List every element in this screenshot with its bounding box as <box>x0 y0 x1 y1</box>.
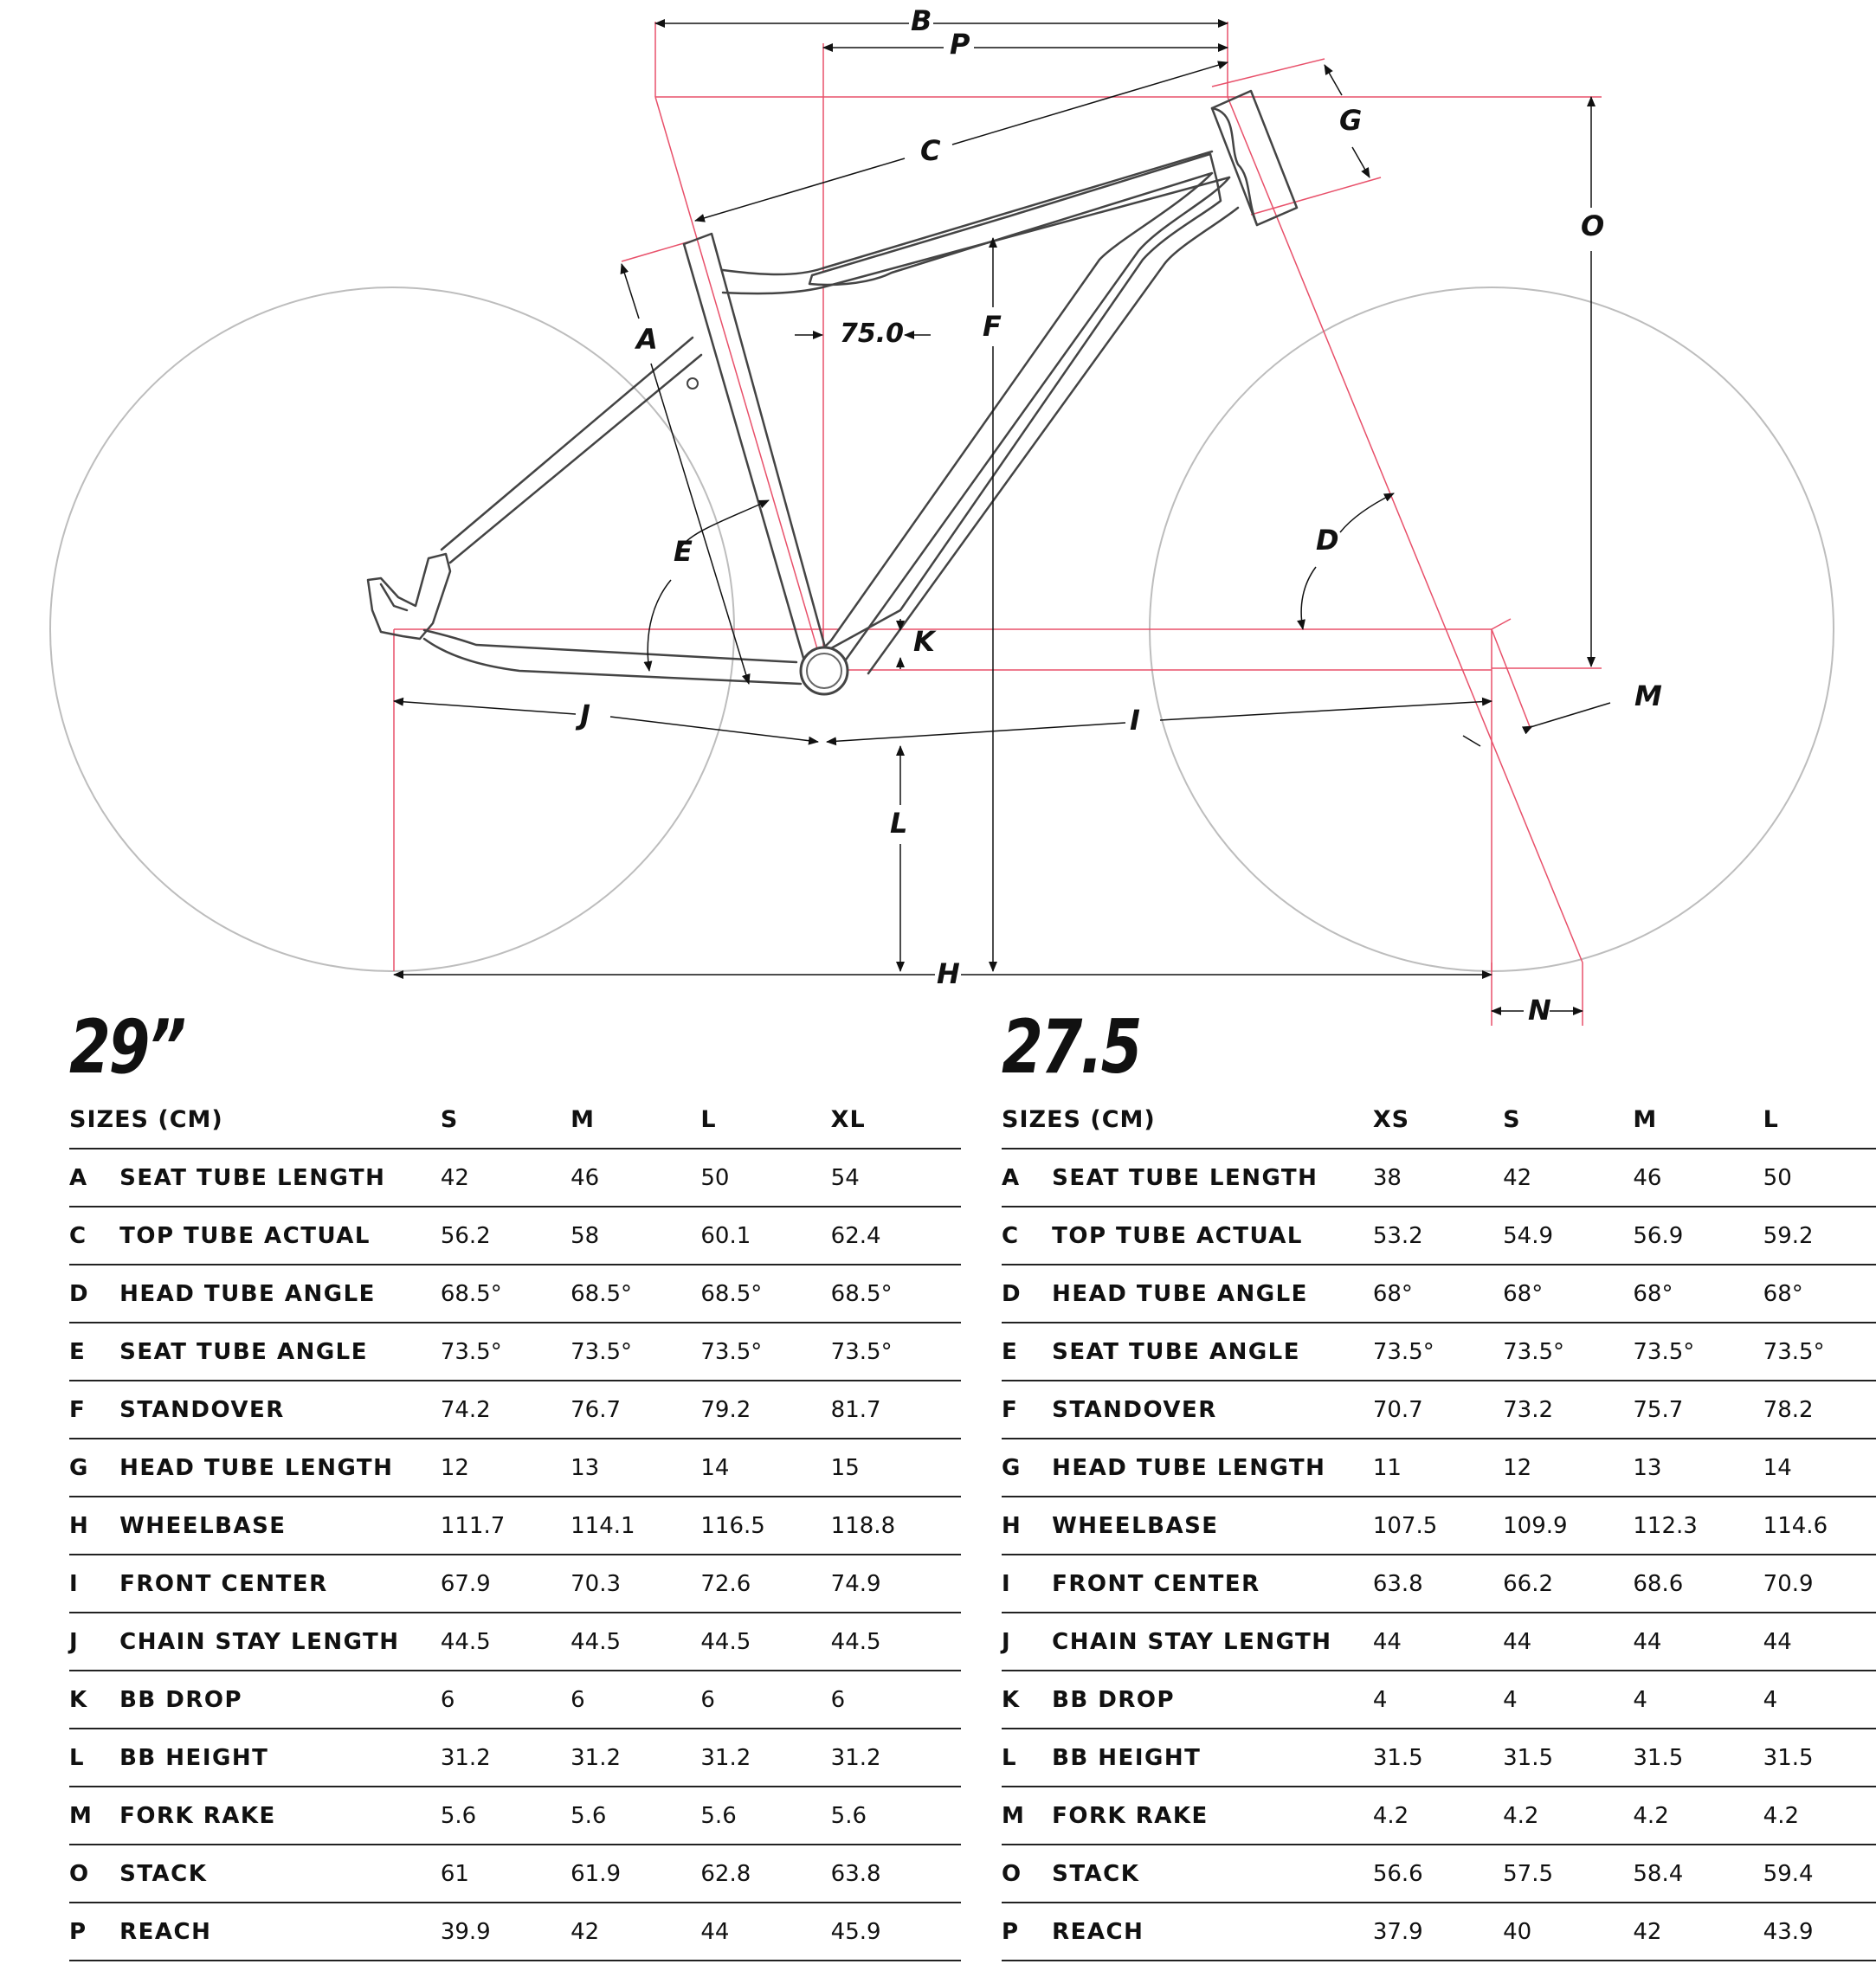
row-name: FRONT CENTER <box>1052 1555 1373 1613</box>
row-name: HEAD TUBE LENGTH <box>1052 1439 1373 1497</box>
table-275-title: 27.5 <box>1002 1004 1141 1091</box>
row-value: 37.9 <box>1373 1903 1503 1961</box>
row-value: 14 <box>1763 1439 1876 1497</box>
row-value: 60.1 <box>700 1207 830 1265</box>
header-size: M <box>571 1091 700 1149</box>
row-name: SEAT TUBE ANGLE <box>1052 1323 1373 1381</box>
row-value: 44 <box>1373 1613 1503 1671</box>
row-name: BB DROP <box>1052 1671 1373 1729</box>
table-header-row <box>69 1091 961 1149</box>
row-value: 31.5 <box>1763 1729 1876 1787</box>
table-header-row <box>1002 1091 1876 1149</box>
row-key: P <box>1002 1903 1052 1961</box>
row-value: 57.5 <box>1503 1845 1633 1903</box>
header-size: M <box>1633 1091 1763 1149</box>
row-value: 44 <box>1763 1613 1876 1671</box>
row-value: 58 <box>571 1207 700 1265</box>
row-name: SEAT TUBE LENGTH <box>119 1149 441 1207</box>
row-value: 31.5 <box>1633 1729 1763 1787</box>
label-B: B <box>911 4 932 37</box>
row-name: BB HEIGHT <box>119 1729 441 1787</box>
row-name: FORK RAKE <box>1052 1787 1373 1845</box>
table-row <box>69 1149 961 1207</box>
row-value: 112.3 <box>1633 1497 1763 1555</box>
row-value: 68° <box>1763 1265 1876 1323</box>
table-275-section <box>1002 1004 1876 1961</box>
reference-lines <box>394 22 1605 1026</box>
row-value: 42 <box>1503 1149 1633 1207</box>
row-value: 73.5° <box>831 1323 961 1381</box>
row-value: 31.2 <box>571 1729 700 1787</box>
row-name: WHEELBASE <box>1052 1497 1373 1555</box>
row-value: 62.4 <box>831 1207 961 1265</box>
row-key: J <box>1002 1613 1052 1671</box>
label-O: O <box>1581 209 1605 242</box>
row-value: 31.2 <box>700 1729 830 1787</box>
row-key: D <box>69 1265 119 1323</box>
row-value: 73.5° <box>571 1323 700 1381</box>
geometry-table-275 <box>1002 1091 1876 1961</box>
bottom-bracket <box>801 647 848 694</box>
row-value: 73.5° <box>441 1323 571 1381</box>
label-N: N <box>1528 994 1551 1027</box>
label-H: H <box>937 957 960 990</box>
row-key: H <box>1002 1497 1052 1555</box>
row-name: BB DROP <box>119 1671 441 1729</box>
row-value: 54 <box>831 1149 961 1207</box>
row-name: SEAT TUBE ANGLE <box>119 1323 441 1381</box>
row-value: 107.5 <box>1373 1497 1503 1555</box>
row-name: REACH <box>1052 1903 1373 1961</box>
row-name: BB HEIGHT <box>1052 1729 1373 1787</box>
header-size: S <box>1503 1091 1633 1149</box>
table-row <box>1002 1845 1876 1903</box>
label-K: K <box>913 625 935 658</box>
table-row <box>1002 1207 1876 1265</box>
label-A: A <box>636 323 658 356</box>
row-value: 68.5° <box>700 1265 830 1323</box>
header-size: L <box>1763 1091 1876 1149</box>
label-G: G <box>1339 104 1363 137</box>
row-value: 31.2 <box>441 1729 571 1787</box>
row-value: 61.9 <box>571 1845 700 1903</box>
row-value: 72.6 <box>700 1555 830 1613</box>
row-name: STACK <box>1052 1845 1373 1903</box>
row-value: 4.2 <box>1503 1787 1633 1845</box>
row-key: O <box>69 1845 119 1903</box>
row-key: F <box>69 1381 119 1439</box>
row-value: 44.5 <box>571 1613 700 1671</box>
row-value: 70.9 <box>1763 1555 1876 1613</box>
row-value: 4 <box>1633 1671 1763 1729</box>
row-value: 68.6 <box>1633 1555 1763 1613</box>
row-value: 43.9 <box>1763 1903 1876 1961</box>
row-value: 4.2 <box>1373 1787 1503 1845</box>
label-J: J <box>580 699 590 731</box>
row-value: 46 <box>1633 1149 1763 1207</box>
row-value: 5.6 <box>441 1787 571 1845</box>
row-value: 68.5° <box>571 1265 700 1323</box>
row-value: 56.9 <box>1633 1207 1763 1265</box>
row-value: 54.9 <box>1503 1207 1633 1265</box>
row-value: 63.8 <box>831 1845 961 1903</box>
table-row <box>1002 1265 1876 1323</box>
row-value: 59.2 <box>1763 1207 1876 1265</box>
table-row <box>69 1265 961 1323</box>
row-value: 81.7 <box>831 1381 961 1439</box>
row-value: 61 <box>441 1845 571 1903</box>
geometry-table-29 <box>69 1091 961 1961</box>
row-key: E <box>1002 1323 1052 1381</box>
row-key: J <box>69 1613 119 1671</box>
row-value: 74.2 <box>441 1381 571 1439</box>
row-name: TOP TUBE ACTUAL <box>1052 1207 1373 1265</box>
row-name: FORK RAKE <box>119 1787 441 1845</box>
row-value: 44 <box>700 1903 830 1961</box>
table-row <box>69 1555 961 1613</box>
row-name: STACK <box>119 1845 441 1903</box>
row-value: 50 <box>700 1149 830 1207</box>
label-L: L <box>890 807 908 840</box>
row-value: 73.5° <box>1373 1323 1503 1381</box>
row-value: 68.5° <box>441 1265 571 1323</box>
row-value: 6 <box>441 1671 571 1729</box>
row-key: E <box>69 1323 119 1381</box>
label-F: F <box>983 310 1002 343</box>
row-key: G <box>1002 1439 1052 1497</box>
row-key: M <box>69 1787 119 1845</box>
row-value: 68° <box>1633 1265 1763 1323</box>
row-value: 4 <box>1763 1671 1876 1729</box>
row-value: 44.5 <box>441 1613 571 1671</box>
row-key: K <box>69 1671 119 1729</box>
label-I: I <box>1130 704 1140 737</box>
row-value: 4 <box>1373 1671 1503 1729</box>
row-name: REACH <box>119 1903 441 1961</box>
row-value: 116.5 <box>700 1497 830 1555</box>
row-value: 15 <box>831 1439 961 1497</box>
row-value: 58.4 <box>1633 1845 1763 1903</box>
table-row <box>69 1729 961 1787</box>
row-value: 6 <box>831 1671 961 1729</box>
row-value: 5.6 <box>571 1787 700 1845</box>
row-value: 73.5° <box>700 1323 830 1381</box>
row-value: 13 <box>571 1439 700 1497</box>
table-row <box>69 1845 961 1903</box>
table-row <box>69 1381 961 1439</box>
label-D: D <box>1316 524 1339 557</box>
header-size: L <box>700 1091 830 1149</box>
header-sizes: SIZES (CM) <box>1002 1091 1373 1149</box>
row-key: M <box>1002 1787 1052 1845</box>
row-value: 79.2 <box>700 1381 830 1439</box>
row-value: 5.6 <box>700 1787 830 1845</box>
row-value: 42 <box>1633 1903 1763 1961</box>
bottle-mount <box>687 378 698 389</box>
table-row <box>69 1323 961 1381</box>
row-value: 6 <box>700 1671 830 1729</box>
row-value: 73.5° <box>1763 1323 1876 1381</box>
row-value: 44 <box>1633 1613 1763 1671</box>
header-size: XS <box>1373 1091 1503 1149</box>
row-value: 67.9 <box>441 1555 571 1613</box>
table-row <box>1002 1903 1876 1961</box>
row-key: C <box>69 1207 119 1265</box>
table-row <box>69 1613 961 1671</box>
bike-frame <box>809 154 1221 658</box>
header-size: XL <box>831 1091 961 1149</box>
row-value: 4.2 <box>1633 1787 1763 1845</box>
row-value: 78.2 <box>1763 1381 1876 1439</box>
table-row <box>69 1207 961 1265</box>
row-key: D <box>1002 1265 1052 1323</box>
row-value: 12 <box>441 1439 571 1497</box>
row-value: 59.4 <box>1763 1845 1876 1903</box>
row-value: 73.5° <box>1633 1323 1763 1381</box>
row-value: 68° <box>1503 1265 1633 1323</box>
row-value: 39.9 <box>441 1903 571 1961</box>
row-value: 68° <box>1373 1265 1503 1323</box>
row-name: TOP TUBE ACTUAL <box>119 1207 441 1265</box>
row-value: 70.3 <box>571 1555 700 1613</box>
row-value: 45.9 <box>831 1903 961 1961</box>
table-row <box>1002 1381 1876 1439</box>
row-key: A <box>1002 1149 1052 1207</box>
row-value: 70.7 <box>1373 1381 1503 1439</box>
row-name: HEAD TUBE ANGLE <box>1052 1265 1373 1323</box>
row-key: F <box>1002 1381 1052 1439</box>
row-value: 63.8 <box>1373 1555 1503 1613</box>
row-value: 40 <box>1503 1903 1633 1961</box>
row-name: HEAD TUBE ANGLE <box>119 1265 441 1323</box>
row-name: WHEELBASE <box>119 1497 441 1555</box>
row-value: 44.5 <box>700 1613 830 1671</box>
row-value: 31.5 <box>1373 1729 1503 1787</box>
table-row <box>1002 1787 1876 1845</box>
row-name: CHAIN STAY LENGTH <box>1052 1613 1373 1671</box>
row-value: 11 <box>1373 1439 1503 1497</box>
row-name: CHAIN STAY LENGTH <box>119 1613 441 1671</box>
table-row <box>1002 1613 1876 1671</box>
label-C: C <box>920 134 941 167</box>
row-name: HEAD TUBE LENGTH <box>119 1439 441 1497</box>
row-key: I <box>1002 1555 1052 1613</box>
row-value: 50 <box>1763 1149 1876 1207</box>
row-value: 4.2 <box>1763 1787 1876 1845</box>
label-M: M <box>1634 679 1662 712</box>
row-value: 12 <box>1503 1439 1633 1497</box>
row-value: 75.7 <box>1633 1381 1763 1439</box>
table-row <box>1002 1671 1876 1729</box>
row-key: G <box>69 1439 119 1497</box>
table-row <box>1002 1323 1876 1381</box>
header-sizes: SIZES (CM) <box>69 1091 441 1149</box>
row-value: 73.5° <box>1503 1323 1633 1381</box>
row-value: 74.9 <box>831 1555 961 1613</box>
table-row <box>1002 1497 1876 1555</box>
row-value: 73.2 <box>1503 1381 1633 1439</box>
row-key: H <box>69 1497 119 1555</box>
row-key: A <box>69 1149 119 1207</box>
row-name: STANDOVER <box>119 1381 441 1439</box>
row-value: 114.1 <box>571 1497 700 1555</box>
row-key: I <box>69 1555 119 1613</box>
table-row <box>1002 1729 1876 1787</box>
row-value: 31.2 <box>831 1729 961 1787</box>
row-value: 56.6 <box>1373 1845 1503 1903</box>
table-row <box>69 1671 961 1729</box>
row-value: 44.5 <box>831 1613 961 1671</box>
row-value: 38 <box>1373 1149 1503 1207</box>
row-value: 68.5° <box>831 1265 961 1323</box>
dimension-arrows <box>394 23 1610 1011</box>
table-row <box>69 1903 961 1961</box>
row-value: 114.6 <box>1763 1497 1876 1555</box>
row-value: 118.8 <box>831 1497 961 1555</box>
row-value: 109.9 <box>1503 1497 1633 1555</box>
table-29-section <box>69 1004 961 1961</box>
row-value: 5.6 <box>831 1787 961 1845</box>
table-row <box>69 1439 961 1497</box>
row-value: 44 <box>1503 1613 1633 1671</box>
row-name: SEAT TUBE LENGTH <box>1052 1149 1373 1207</box>
row-value: 42 <box>571 1903 700 1961</box>
row-value: 13 <box>1633 1439 1763 1497</box>
row-key: K <box>1002 1671 1052 1729</box>
row-value: 66.2 <box>1503 1555 1633 1613</box>
row-value: 62.8 <box>700 1845 830 1903</box>
row-key: O <box>1002 1845 1052 1903</box>
table-row <box>69 1787 961 1845</box>
row-key: L <box>1002 1729 1052 1787</box>
table-row <box>1002 1439 1876 1497</box>
row-key: P <box>69 1903 119 1961</box>
row-value: 56.2 <box>441 1207 571 1265</box>
header-size: S <box>441 1091 571 1149</box>
row-value: 42 <box>441 1149 571 1207</box>
row-key: L <box>69 1729 119 1787</box>
row-value: 76.7 <box>571 1381 700 1439</box>
row-name: FRONT CENTER <box>119 1555 441 1613</box>
table-row <box>1002 1555 1876 1613</box>
label-E: E <box>674 535 693 568</box>
row-value: 14 <box>700 1439 830 1497</box>
label-seat-angle: 75.0 <box>840 319 905 349</box>
row-value: 4 <box>1503 1671 1633 1729</box>
row-value: 46 <box>571 1149 700 1207</box>
table-row <box>69 1497 961 1555</box>
table-row <box>1002 1149 1876 1207</box>
row-name: STANDOVER <box>1052 1381 1373 1439</box>
label-P: P <box>950 28 970 61</box>
row-key: C <box>1002 1207 1052 1265</box>
row-value: 31.5 <box>1503 1729 1633 1787</box>
row-value: 111.7 <box>441 1497 571 1555</box>
row-value: 53.2 <box>1373 1207 1503 1265</box>
table-29-title: 29” <box>69 1004 184 1091</box>
row-value: 6 <box>571 1671 700 1729</box>
